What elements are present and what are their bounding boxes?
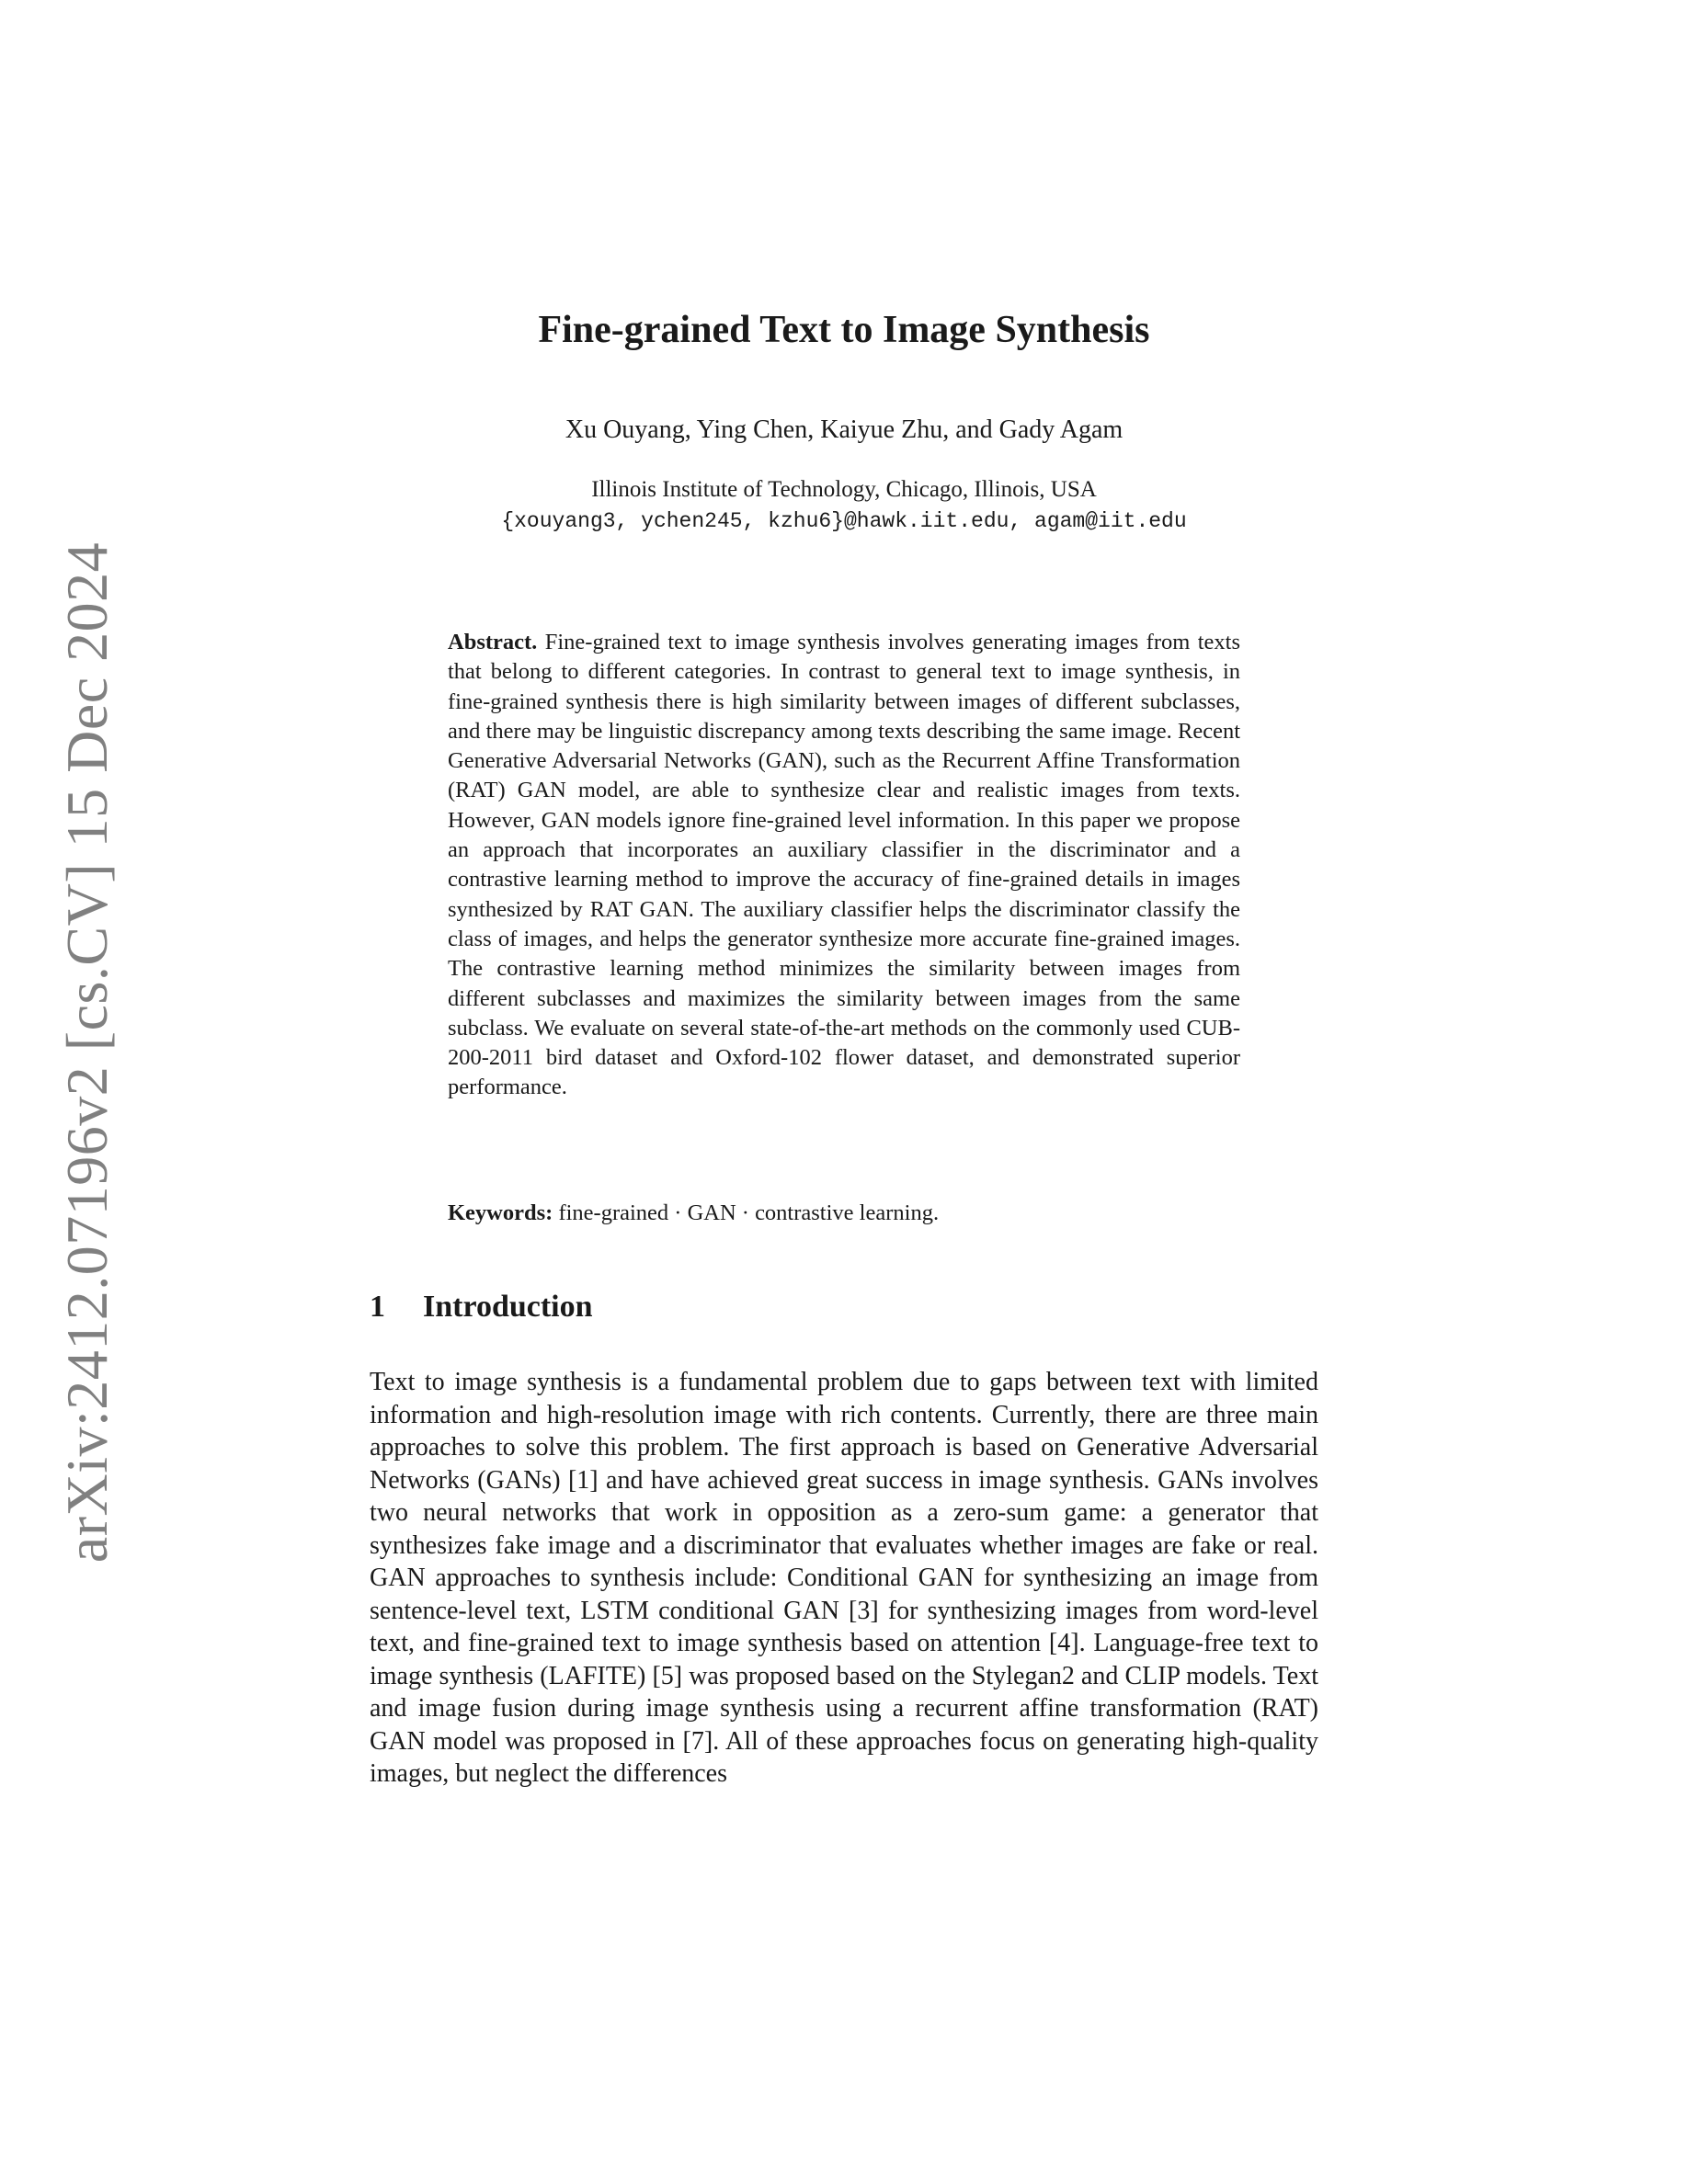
keywords-label: Keywords:: [448, 1200, 553, 1225]
section-heading-introduction: [370, 1290, 593, 1325]
section-number: 1: [370, 1290, 385, 1324]
keywords: [448, 1200, 1240, 1226]
author-list: Xu Ouyang, Ying Chen, Kaiyue Zhu, and Gady Agam: [565, 415, 1123, 444]
abstract-text: Fine-grained text to image synthesis involves generating images from texts that belong to different categories. In contrast to general text to image synthesis, in fine-grained synthesis there is high similarity between images of different subclasses, and there may be linguistic discrepancy among texts describing the same image. Recent Generative Adversarial Networks (GAN), such as the Recurrent Affine Transformation (RAT) GAN model, are able to synthesize clear and realistic images from texts. However, GAN models ignore fine-grained level information. In this paper we propose an approach that incorporates an auxiliary classifier in the discriminator and a contrastive learning method to improve the accuracy of fine-grained details in images synthesized by RAT GAN. The auxiliary classifier helps the discriminator classify the class of images, and helps the generator synthesize more accurate fine-grained images. The contrastive learning method minimizes the similarity between images from different subclasses and maximizes the similarity between images from the same subclass. We evaluate on several state-of-the-art methods on the commonly used CUB-200-2011 bird dataset and Oxford-102 flower dataset, and demonstrated superior performance.: [448, 630, 1241, 1100]
keywords-text: fine-grained · GAN · contrastive learning.: [558, 1200, 940, 1225]
arxiv-identifier: arXiv:2412.07196v2 [cs.CV] 15 Dec 2024: [54, 541, 120, 1564]
section-title: Introduction: [423, 1290, 593, 1324]
affiliation: Illinois Institute of Technology, Chicago, Illinois, USA: [591, 477, 1097, 502]
paper-title: Fine-grained Text to Image Synthesis: [538, 309, 1150, 351]
introduction-paragraph: Text to image synthesis is a fundamental problem due to gaps between text with limited information and high-resolution image with rich contents. Currently, there are three main approaches to solve this problem. The first approach is based on Generative Adversarial Networks (GANs) [1] and have achieved great success in image synthesis. GANs involves two neural networks that work in opposition as a zero-sum game: a generator that synthesizes fake image and a discriminator that evaluates whether images are fake or real. GAN approaches to synthesis include: Conditional GAN for synthesizing an image from sentence-level text, LSTM conditional GAN [3] for synthesizing images from word-level text, and fine-grained text to image synthesis based on attention [4]. Language-free text to image synthesis (LAFITE) [5] was proposed based on the Stylegan2 and CLIP models. Text and image fusion during image synthesis using a recurrent affine transformation (RAT) GAN model was proposed in [7]. All of these approaches focus on generating high-quality images, but neglect the differences: [370, 1368, 1318, 1788]
author-emails: {xouyang3, ychen245, kzhu6}@hawk.iit.edu, agam@iit.edu: [501, 509, 1187, 533]
abstract: [448, 628, 1240, 1103]
abstract-label: Abstract.: [448, 630, 538, 654]
